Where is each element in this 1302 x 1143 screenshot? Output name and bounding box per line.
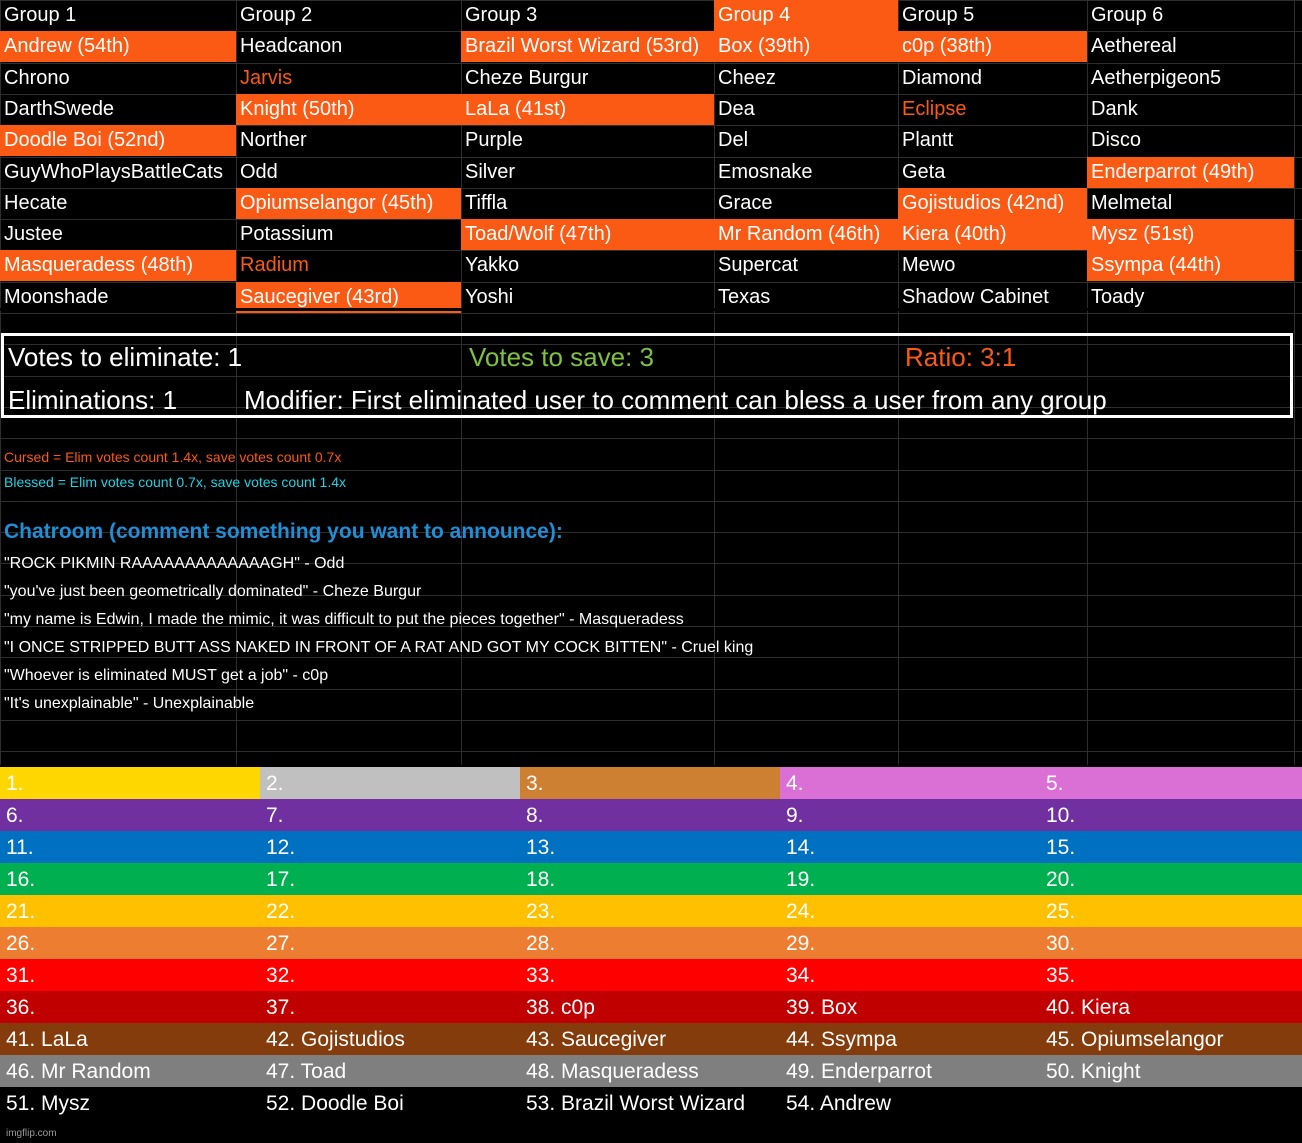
ranking-cell: 30. — [1046, 932, 1076, 955]
ranking-cell: 15. — [1046, 836, 1076, 859]
chat-message: "my name is Edwin, I made the mimic, it was difficult to put the pieces together" - Masqueradess — [4, 611, 684, 628]
ranking-cell: 50. Knight — [1046, 1060, 1141, 1083]
member-cell: Purple — [465, 129, 523, 151]
imgflip-watermark: imgflip.com — [6, 1128, 57, 1139]
ratio-text: Ratio: 3:1 — [905, 342, 1017, 372]
member-cell: Mysz (51st) — [1087, 219, 1294, 250]
ranking-cell: 38. c0p — [526, 996, 595, 1019]
ranking-cell: 28. — [526, 932, 556, 955]
group-header: Group 1 — [4, 4, 77, 26]
member-cell: Kiera (40th) — [898, 219, 1087, 250]
member-cell: Melmetal — [1091, 192, 1173, 214]
grid-line — [0, 751, 1302, 752]
ranking-cell: 22. — [266, 900, 296, 923]
grid-line — [1294, 0, 1295, 765]
member-cell: Shadow Cabinet — [902, 286, 1049, 308]
member-cell: Doodle Boi (52nd) — [0, 125, 236, 156]
ranking-cell: 9. — [786, 804, 804, 827]
member-cell: Disco — [1091, 129, 1142, 151]
ranking-row — [0, 1087, 1302, 1119]
ranking-cell: 32. — [266, 964, 296, 987]
ranking-cell: 42. Gojistudios — [266, 1028, 405, 1051]
ranking-row — [0, 863, 1302, 895]
member-cell: DarthSwede — [4, 98, 115, 120]
info-box — [1, 333, 1293, 418]
member-cell: Yakko — [465, 254, 520, 276]
member-cell: Aethereal — [1091, 35, 1177, 57]
ranking-row — [0, 767, 1302, 799]
ranking-cell: 20. — [1046, 868, 1076, 891]
ranking-cell: 41. LaLa — [6, 1028, 88, 1051]
member-cell: Plantt — [902, 129, 954, 151]
ranking-cell: 43. Saucegiver — [526, 1028, 667, 1051]
chat-message: "I ONCE STRIPPED BUTT ASS NAKED IN FRONT OF A RAT AND GOT MY COCK BITTEN" - Cruel king — [4, 639, 754, 656]
grid-line — [0, 438, 1302, 439]
chatroom-title: Chatroom (comment something you want to announce): — [4, 520, 563, 543]
ranking-cell: 14. — [786, 836, 816, 859]
member-cell: Eclipse — [902, 98, 967, 120]
ranking-cell: 12. — [266, 836, 296, 859]
member-cell: Jarvis — [240, 67, 293, 89]
member-cell: Diamond — [902, 67, 983, 89]
member-cell: c0p (38th) — [898, 31, 1087, 62]
ranking-cell: 10. — [1046, 804, 1076, 827]
ranking-cell — [1040, 1087, 1302, 1119]
member-cell: Toady — [1091, 286, 1145, 308]
ranking-cell: 4. — [780, 767, 1040, 799]
member-cell: Mr Random (46th) — [714, 219, 898, 250]
member-cell: Potassium — [240, 223, 334, 245]
grid-line — [0, 470, 1302, 471]
ranking-cell: 17. — [266, 868, 296, 891]
table-separator — [0, 308, 1294, 311]
ranking-cell: 46. Mr Random — [6, 1060, 151, 1083]
member-cell: Radium — [240, 254, 309, 276]
member-cell: LaLa (41st) — [461, 94, 714, 125]
member-cell: GuyWhoPlaysBattleCats — [4, 161, 223, 183]
group-header: Group 5 — [902, 4, 975, 26]
member-cell: Geta — [902, 161, 946, 183]
ranking-cell: 54. Andrew — [786, 1092, 892, 1115]
ranking-cell: 25. — [1046, 900, 1076, 923]
ranking-cell: 19. — [786, 868, 816, 891]
ranking-cell: 35. — [1046, 964, 1076, 987]
ranking-cell: 27. — [266, 932, 296, 955]
member-cell: Dank — [1091, 98, 1138, 120]
grid-line — [0, 720, 1302, 721]
ranking-cell: 1. — [0, 767, 260, 799]
ranking-cell: 45. Opiumselangor — [1046, 1028, 1224, 1051]
ranking-row — [0, 831, 1302, 863]
group-header: Group 4 — [714, 0, 898, 31]
ranking-row — [0, 895, 1302, 927]
ranking-cell: 33. — [526, 964, 556, 987]
ranking-row — [0, 1023, 1302, 1055]
ranking-cell: 48. Masqueradess — [526, 1060, 699, 1083]
member-cell: Norther — [240, 129, 307, 151]
ranking-cell: 51. Mysz — [6, 1092, 91, 1115]
ranking-cell: 23. — [526, 900, 556, 923]
blessed-legend: Blessed = Elim votes count 0.7x, save votes count 1.4x — [4, 474, 347, 490]
grid-line — [0, 689, 1302, 690]
member-cell: Moonshade — [4, 286, 109, 308]
member-cell: Aetherpigeon5 — [1091, 67, 1222, 89]
ranking-cell: 6. — [6, 804, 24, 827]
votes-eliminate-text: Votes to eliminate: 1 — [8, 342, 243, 372]
ranking-cell: 3. — [520, 767, 780, 799]
votes-save-text: Votes to save: 3 — [469, 342, 655, 372]
member-cell: Grace — [718, 192, 773, 214]
member-cell: Justee — [4, 223, 63, 245]
member-cell: Del — [718, 129, 749, 151]
member-cell: Andrew (54th) — [0, 31, 236, 62]
ranking-cell: 40. Kiera — [1046, 996, 1131, 1019]
ranking-cell: 7. — [266, 804, 284, 827]
member-cell: Gojistudios (42nd) — [898, 188, 1087, 219]
member-cell: Odd — [240, 161, 278, 183]
grid-line — [0, 501, 1302, 502]
group-header: Group 3 — [465, 4, 538, 26]
ranking-cell: 39. Box — [786, 996, 858, 1019]
member-cell: Box (39th) — [714, 31, 898, 62]
member-cell: Yoshi — [465, 286, 514, 308]
member-cell: Opiumselangor (45th) — [236, 188, 461, 219]
member-cell: Chrono — [4, 67, 70, 89]
member-cell: Saucegiver (43rd) — [236, 282, 461, 313]
ranking-cell: 21. — [6, 900, 36, 923]
ranking-cell: 37. — [266, 996, 296, 1019]
member-cell: Enderparrot (49th) — [1087, 157, 1294, 188]
ranking-cell: 8. — [526, 804, 544, 827]
member-cell: Emosnake — [718, 161, 813, 183]
ranking-cell: 47. Toad — [266, 1060, 347, 1083]
ranking-cell: 16. — [6, 868, 36, 891]
ranking-cell: 29. — [786, 932, 816, 955]
chat-message: "ROCK PIKMIN RAAAAAAAAAAAAAGH" - Odd — [4, 555, 345, 572]
ranking-cell: 49. Enderparrot — [786, 1060, 932, 1083]
ranking-cell: 53. Brazil Worst Wizard — [526, 1092, 745, 1115]
ranking-cell: 34. — [786, 964, 816, 987]
group-header: Group 2 — [240, 4, 313, 26]
ranking-cell: 31. — [6, 964, 36, 987]
cursed-legend: Cursed = Elim votes count 1.4x, save votes count 0.7x — [4, 449, 342, 465]
member-cell: Headcanon — [240, 35, 343, 57]
member-cell: Cheze Burgur — [465, 67, 589, 89]
ranking-row — [0, 991, 1302, 1023]
group-header: Group 6 — [1091, 4, 1164, 26]
rankings-table — [0, 767, 1302, 1143]
ranking-cell: 5. — [1040, 767, 1302, 799]
member-cell: Texas — [718, 286, 771, 308]
ranking-cell: 36. — [6, 996, 36, 1019]
member-cell: Mewo — [902, 254, 956, 276]
member-cell: Toad/Wolf (47th) — [461, 219, 714, 250]
ranking-cell: 52. Doodle Boi — [266, 1092, 404, 1115]
ranking-row — [0, 1055, 1302, 1087]
grid-line — [0, 313, 1302, 314]
member-cell: Tiffla — [465, 192, 508, 214]
ranking-cell: 2. — [260, 767, 520, 799]
member-cell: Cheez — [718, 67, 776, 89]
member-cell: Knight (50th) — [236, 94, 461, 125]
chat-message: "It's unexplainable" - Unexplainable — [4, 695, 255, 712]
eliminations-text: Eliminations: 1 — [8, 385, 178, 415]
ranking-row — [0, 799, 1302, 831]
ranking-cell: 26. — [6, 932, 36, 955]
ranking-cell: 44. Ssympa — [786, 1028, 897, 1051]
member-cell: Supercat — [718, 254, 799, 276]
ranking-cell: 24. — [786, 900, 816, 923]
chat-message: "you've just been geometrically dominated" - Cheze Burgur — [4, 583, 422, 600]
ranking-row — [0, 927, 1302, 959]
member-cell: Hecate — [4, 192, 68, 214]
ranking-cell: 11. — [6, 836, 34, 859]
modifier-text: Modifier: First eliminated user to comment can bless a user from any group — [244, 385, 1107, 415]
ranking-row — [0, 959, 1302, 991]
member-cell: Silver — [465, 161, 516, 183]
ranking-cell: 18. — [526, 868, 556, 891]
grid-line — [0, 657, 1302, 658]
chat-message: "Whoever is eliminated MUST get a job" - c0p — [4, 667, 329, 684]
member-cell: Brazil Worst Wizard (53rd) — [461, 31, 714, 62]
member-cell: Dea — [718, 98, 755, 120]
member-cell: Masqueradess (48th) — [0, 250, 236, 281]
ranking-cell: 13. — [526, 836, 556, 859]
member-cell: Ssympa (44th) — [1087, 250, 1294, 281]
